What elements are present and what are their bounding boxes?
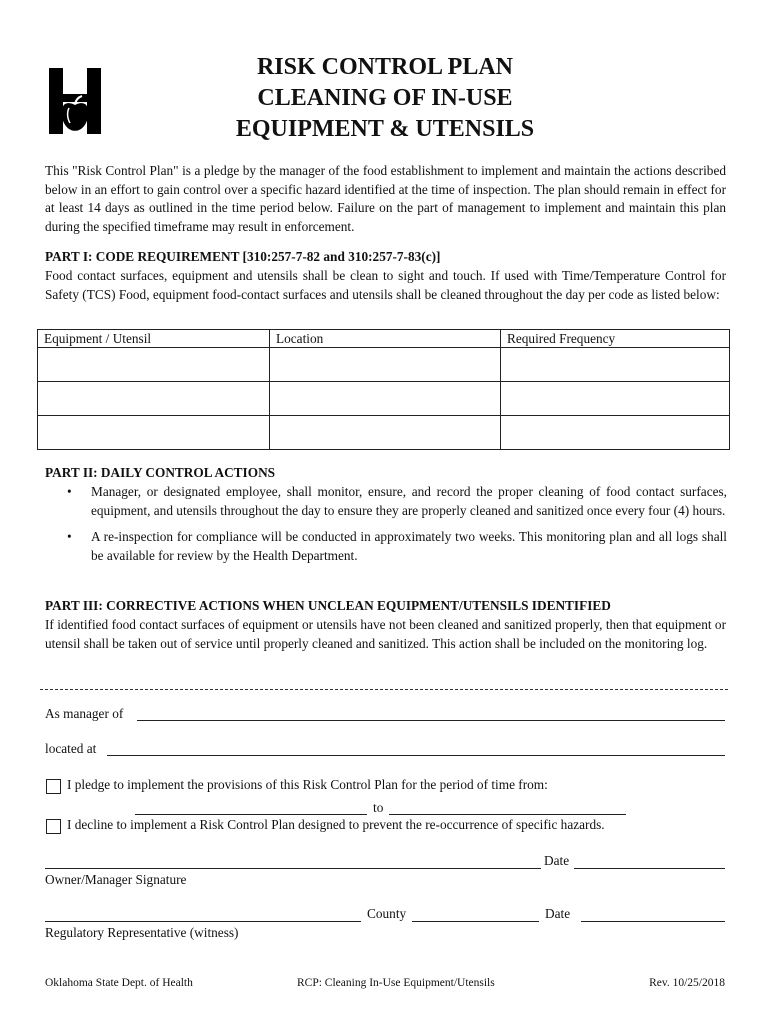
county-field[interactable] bbox=[412, 907, 539, 922]
location-cell[interactable] bbox=[270, 382, 501, 416]
period-end-field[interactable] bbox=[389, 800, 626, 815]
establishment-name-field[interactable] bbox=[137, 706, 725, 721]
intro-paragraph: This "Risk Control Plan" is a pledge by the manager of the food establishment to implement and maintain the actions described below in an effort to gain control over a specific hazard identified at the time of inspection. The plan should remain in effect for at least 14 days as outlined in the time period below. Failure on the part of management to implement and maintain this plan during the specified timeframe may result in enforcement. bbox=[45, 163, 726, 234]
equipment-table bbox=[37, 329, 730, 450]
table-row bbox=[38, 348, 730, 382]
section-divider bbox=[40, 689, 728, 690]
health-department-logo-icon bbox=[49, 68, 101, 134]
part3-text: If identified food contact surfaces of equipment or utensils have not been cleaned and sanitized properly, then that equipment or utensil shall be taken out of service until properly cleaned and sanitized. This action shall be included on the monitoring log. bbox=[45, 617, 726, 651]
decline-checkbox[interactable] bbox=[46, 819, 61, 834]
footer-left: Oklahoma State Dept. of Health bbox=[45, 977, 193, 989]
owner-signature-field[interactable] bbox=[45, 854, 541, 869]
owner-date-field[interactable] bbox=[574, 854, 725, 869]
document-title bbox=[185, 52, 585, 145]
pledge-label: I pledge to implement the provisions of this Risk Control Plan for the period of time from: bbox=[67, 777, 548, 792]
footer-center: RCP: Cleaning In-Use Equipment/Utensils bbox=[297, 977, 495, 989]
county-label: County bbox=[367, 906, 407, 921]
manager-label: As manager of bbox=[45, 706, 124, 721]
title-line-2: CLEANING OF IN-USE bbox=[257, 85, 513, 111]
regulatory-date-field[interactable] bbox=[581, 907, 725, 922]
daily-actions-list bbox=[45, 483, 727, 573]
location-cell[interactable] bbox=[270, 348, 501, 382]
bullet-icon: • bbox=[67, 529, 72, 544]
list-item bbox=[45, 528, 727, 565]
part1-text: Food contact surfaces, equipment and utensils shall be clean to sight and touch. If used with Time/Temperature Control for Safety (TCS) Food, equipment food-contact surfaces and utensils shall be cleaned throughout the day per code as listed below: bbox=[45, 268, 726, 302]
table-row bbox=[38, 382, 730, 416]
frequency-cell[interactable] bbox=[501, 416, 730, 450]
part1-heading: PART I: CODE REQUIREMENT [310:257-7-82 and 310:257-7-83(c)] bbox=[45, 249, 441, 264]
list-item-text: A re-inspection for compliance will be conducted in approximately two weeks. This monitoring plan and all logs shall be available for review by the Health Department. bbox=[91, 529, 727, 563]
to-label: to bbox=[373, 800, 384, 815]
list-item-text: Manager, or designated employee, shall monitor, ensure, and record the proper cleaning of food contact surfaces, equipment, and utensils throughout the day to ensure they are properly cleaned and sanitized once every four (4) hours. bbox=[91, 484, 727, 518]
header-equipment: Equipment / Utensil bbox=[38, 330, 270, 348]
date-label: Date bbox=[544, 853, 570, 868]
title-line-1: RISK CONTROL PLAN bbox=[256, 54, 514, 80]
header-frequency: Required Frequency bbox=[501, 330, 730, 348]
list-item bbox=[45, 483, 727, 520]
title-line-3: EQUIPMENT & UTENSILS bbox=[235, 116, 535, 142]
frequency-cell[interactable] bbox=[501, 348, 730, 382]
part2-heading: PART II: DAILY CONTROL ACTIONS bbox=[45, 465, 276, 480]
table-header-row bbox=[38, 330, 730, 348]
frequency-cell[interactable] bbox=[501, 382, 730, 416]
regulatory-signature-field[interactable] bbox=[45, 907, 361, 922]
part3-heading: PART III: CORRECTIVE ACTIONS WHEN UNCLEAN EQUIPMENT/UTENSILS IDENTIFIED bbox=[45, 598, 611, 613]
equipment-cell[interactable] bbox=[38, 382, 270, 416]
header-location: Location bbox=[270, 330, 501, 348]
located-label: located at bbox=[45, 741, 97, 756]
regulatory-label: Regulatory Representative (witness) bbox=[45, 925, 239, 940]
period-start-field[interactable] bbox=[135, 800, 367, 815]
address-field[interactable] bbox=[107, 741, 725, 756]
owner-signature-label: Owner/Manager Signature bbox=[45, 872, 187, 887]
date-label-2: Date bbox=[545, 906, 571, 921]
equipment-cell[interactable] bbox=[38, 416, 270, 450]
location-cell[interactable] bbox=[270, 416, 501, 450]
equipment-cell[interactable] bbox=[38, 348, 270, 382]
table-row bbox=[38, 416, 730, 450]
decline-label: I decline to implement a Risk Control Plan designed to prevent the re-occurrence of specific hazards. bbox=[67, 817, 605, 832]
footer-right: Rev. 10/25/2018 bbox=[649, 977, 725, 989]
bullet-icon: • bbox=[67, 484, 72, 499]
pledge-checkbox[interactable] bbox=[46, 779, 61, 794]
